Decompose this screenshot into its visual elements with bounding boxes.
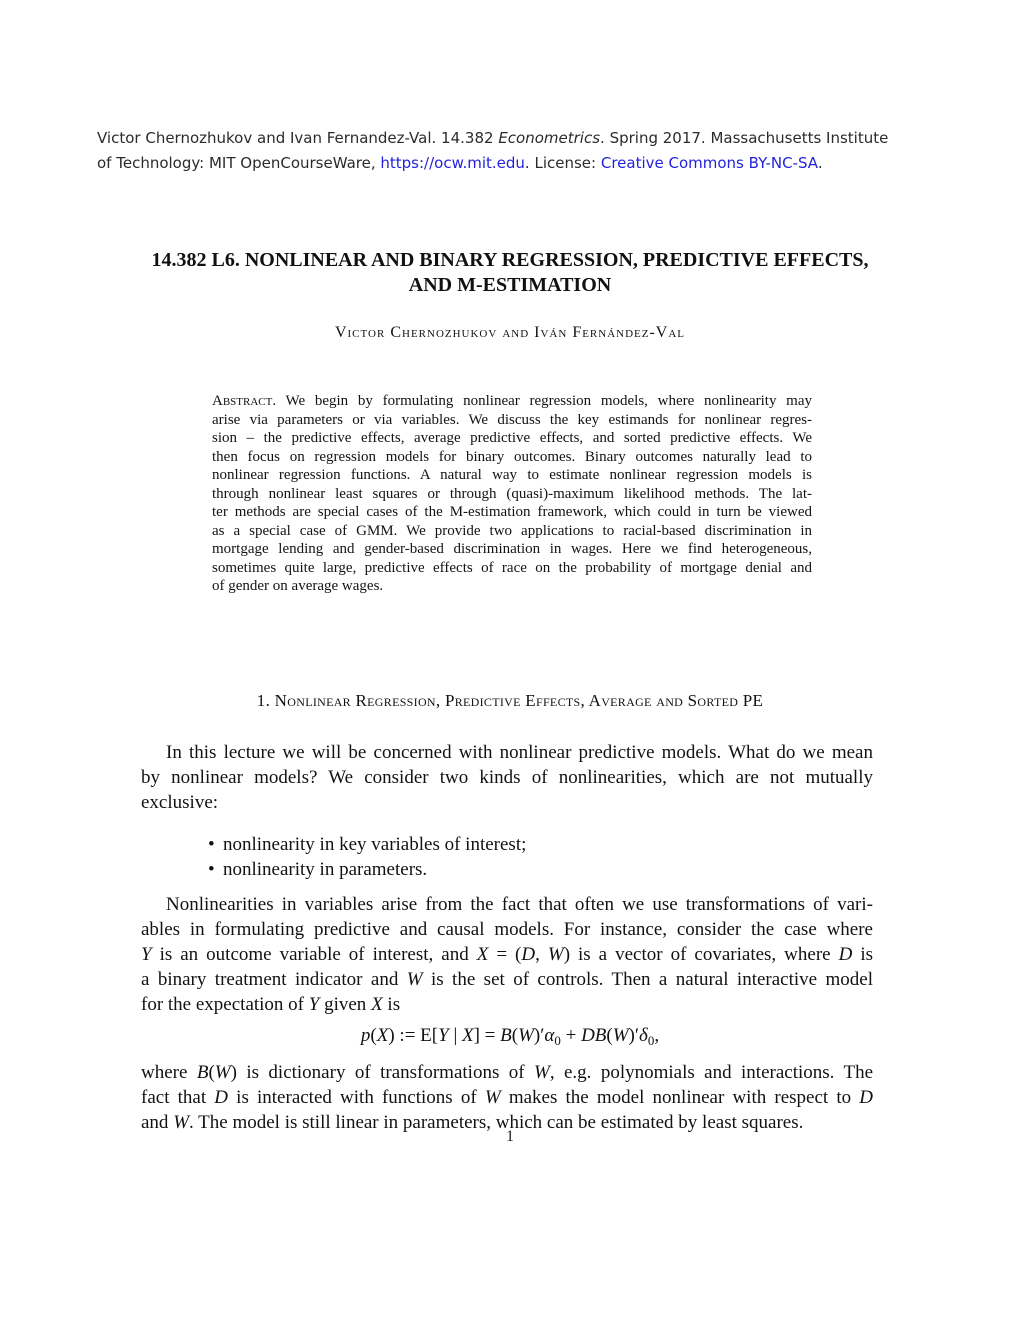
math-var: Y: [308, 994, 320, 1015]
math-var: B: [500, 1025, 512, 1046]
subscript-text: 0: [647, 1032, 655, 1048]
text-line: [141, 942, 873, 967]
text-line: [212, 503, 812, 522]
math-var: W: [518, 1025, 534, 1046]
bullet-icon: •: [208, 859, 215, 880]
interactive-model-equation: [0, 1023, 1020, 1049]
text-segment: Nonlinearities in variables arise from the fact that often we use transformations of vari-: [166, 894, 873, 915]
text-line: [141, 790, 873, 815]
text-segment: arise via parameters or via variables. We discuss the key estimands for nonlinear regres-: [212, 411, 812, 428]
text-segment: ) is a vector of covariates, where: [563, 944, 839, 965]
text-line: [141, 967, 873, 992]
text-segment: Victor Chernozhukov and Ivan Fernandez-Val. 14.382: [97, 129, 499, 147]
text-segment: exclusive:: [141, 792, 219, 813]
text-line: [212, 522, 812, 541]
text-line: [212, 448, 812, 467]
text-segment: +: [560, 1025, 582, 1046]
text-line: [208, 857, 868, 882]
text-segment: In this lecture we will be concerned with nonlinear predictive models. What do we mean: [166, 742, 873, 763]
text-segment: ,: [535, 944, 548, 965]
math-var: W: [406, 969, 423, 990]
page-number: 1: [506, 1128, 514, 1145]
paper-title: [0, 248, 1020, 298]
text-line: [0, 248, 1020, 273]
section-1-heading: 1. Nonlinear Regression, Predictive Effects, Average and Sorted PE: [256, 691, 764, 710]
text-segment: nonlinearity in parameters.: [223, 859, 428, 880]
text-segment: .: [817, 154, 823, 172]
text-segment: of gender on average wages.: [212, 578, 384, 594]
text-segment: is an outcome variable of interest, and: [151, 944, 477, 965]
text-segment: given: [319, 994, 372, 1015]
text-segment: ables in formulating predictive and causal models. For instance, consider the case where: [141, 919, 873, 940]
math-var: W: [612, 1025, 629, 1046]
text-segment: AND M-ESTIMATION: [408, 274, 612, 296]
text-segment: nonlinear regression functions. A natural way to estimate nonlinear regression models is: [212, 467, 812, 483]
text-segment: . The model is still linear in parameters, which can be estimated by least squares.: [189, 1112, 804, 1133]
text-segment: (: [606, 1025, 613, 1046]
math-var: δ: [639, 1025, 648, 1046]
text-line: [212, 392, 812, 411]
text-line: [212, 559, 812, 578]
math-var: W: [214, 1062, 231, 1083]
text-segment: for the expectation of: [141, 994, 309, 1015]
math-var: W: [533, 1062, 550, 1083]
math-var: X: [462, 1025, 474, 1046]
text-segment: through nonlinear least squares or through (quasi)-maximum likelihood methods. The lat-: [212, 485, 812, 502]
text-segment: fact that: [141, 1087, 215, 1108]
text-line: [141, 1085, 873, 1110]
text-segment: of Technology: MIT OpenCourseWare,: [97, 154, 381, 172]
text-segment: ) is dictionary of transformations of: [230, 1062, 534, 1083]
text-segment: is: [852, 944, 873, 965]
text-segment: 14.382 L6. NONLINEAR AND BINARY REGRESSION, PREDICTIVE EFFECTS,: [151, 249, 869, 271]
abstract-label: Abstract: [212, 393, 273, 409]
text-line: [141, 740, 873, 765]
math-var: p: [360, 1025, 371, 1046]
text-segment: then focus on regression models for binary outcomes. Binary outcomes naturally lead to: [212, 448, 812, 465]
text-line: [212, 540, 812, 559]
model-discussion-paragraph: [141, 1060, 873, 1135]
ocw-link[interactable]: https://ocw.mit.edu: [380, 154, 525, 172]
text-segment: = (: [488, 944, 522, 965]
text-line: [141, 992, 873, 1017]
text-segment: (: [370, 1025, 377, 1046]
license-link[interactable]: Creative Commons BY-NC-SA: [600, 154, 818, 172]
math-var: X: [371, 994, 383, 1015]
variables-paragraph: [141, 892, 873, 1017]
text-segment: sion – the predictive effects, average predictive effects, and sorted predictive effects. We: [212, 430, 812, 446]
text-segment: , e.g. polynomials and interactions. The: [549, 1062, 873, 1083]
text-line: [212, 411, 812, 430]
text-line: [0, 273, 1020, 298]
math-var: Y: [141, 944, 152, 965]
text-segment: . License:: [524, 154, 601, 172]
text-segment: where: [141, 1062, 197, 1083]
text-segment: (: [511, 1025, 519, 1046]
text-segment: ter methods are special cases of the M-estimation framework, which could in turn be viewed: [212, 504, 812, 520]
text-segment: mortgage lending and gender-based discrimination in wages. Here we find heterogeneous,: [212, 541, 812, 557]
math-var: Econometrics: [498, 129, 601, 147]
subscript-text: 0: [554, 1032, 561, 1048]
math-var: D: [838, 944, 853, 965]
text-segment: ] =: [473, 1025, 501, 1046]
math-var: D: [859, 1087, 873, 1108]
text-segment: nonlinearity in key variables of interest;: [223, 834, 527, 855]
text-line: [141, 892, 873, 917]
math-var: W: [173, 1112, 190, 1133]
intro-paragraph: [141, 740, 873, 815]
text-line: [141, 765, 873, 790]
text-line: [212, 466, 812, 485]
math-var: W: [547, 944, 564, 965]
course-attribution-header: [97, 126, 925, 176]
math-var: W: [484, 1087, 501, 1108]
text-segment: is interacted with functions of: [228, 1087, 485, 1108]
text-line: [97, 126, 925, 151]
text-line: [212, 577, 812, 596]
text-line: [212, 485, 812, 504]
text-segment: (: [208, 1062, 215, 1083]
math-var: B: [196, 1062, 209, 1083]
text-segment: . Spring 2017. Massachusetts Institute: [600, 129, 889, 147]
text-line: [141, 917, 873, 942]
math-var: X: [376, 1025, 389, 1046]
math-var: α: [544, 1025, 555, 1046]
authors-line: Victor Chernozhukov and Iván Fernández-Val: [334, 324, 686, 341]
text-line: [208, 832, 868, 857]
text-segment: as a special case of GMM. We provide two applications to racial-based discrimination in: [212, 522, 812, 539]
text-segment: is: [382, 994, 401, 1015]
text-segment: )′: [628, 1025, 640, 1046]
nonlinearity-bullet-list: [208, 832, 868, 882]
text-segment: |: [448, 1025, 462, 1046]
text-segment: and: [141, 1112, 174, 1133]
bullet-icon: •: [208, 834, 215, 855]
text-segment: )′: [533, 1025, 545, 1046]
math-var: D: [214, 1087, 229, 1108]
text-segment: by nonlinear models? We consider two kinds of nonlinearities, which are not mutually: [141, 767, 873, 788]
abstract-block: [212, 392, 812, 596]
text-segment: ,: [654, 1025, 660, 1046]
text-segment: a binary treatment indicator and: [141, 969, 407, 990]
text-segment: . We begin by formulating nonlinear regression models, where nonlinearity may: [272, 393, 812, 409]
text-line: [212, 429, 812, 448]
text-segment: makes the model nonlinear with respect to: [500, 1087, 860, 1108]
math-var: D: [521, 944, 536, 965]
text-segment: ) := E[: [388, 1025, 439, 1046]
text-segment: is the set of controls. Then a natural interactive model: [422, 969, 873, 990]
math-var: DB: [581, 1025, 607, 1046]
math-var: Y: [438, 1025, 449, 1046]
text-line: [141, 1060, 873, 1085]
text-segment: sometimes quite large, predictive effects of race on the probability of mortgage denial and: [212, 559, 812, 576]
math-var: X: [476, 944, 489, 965]
text-line: [0, 1023, 1020, 1049]
text-line: [97, 151, 925, 176]
